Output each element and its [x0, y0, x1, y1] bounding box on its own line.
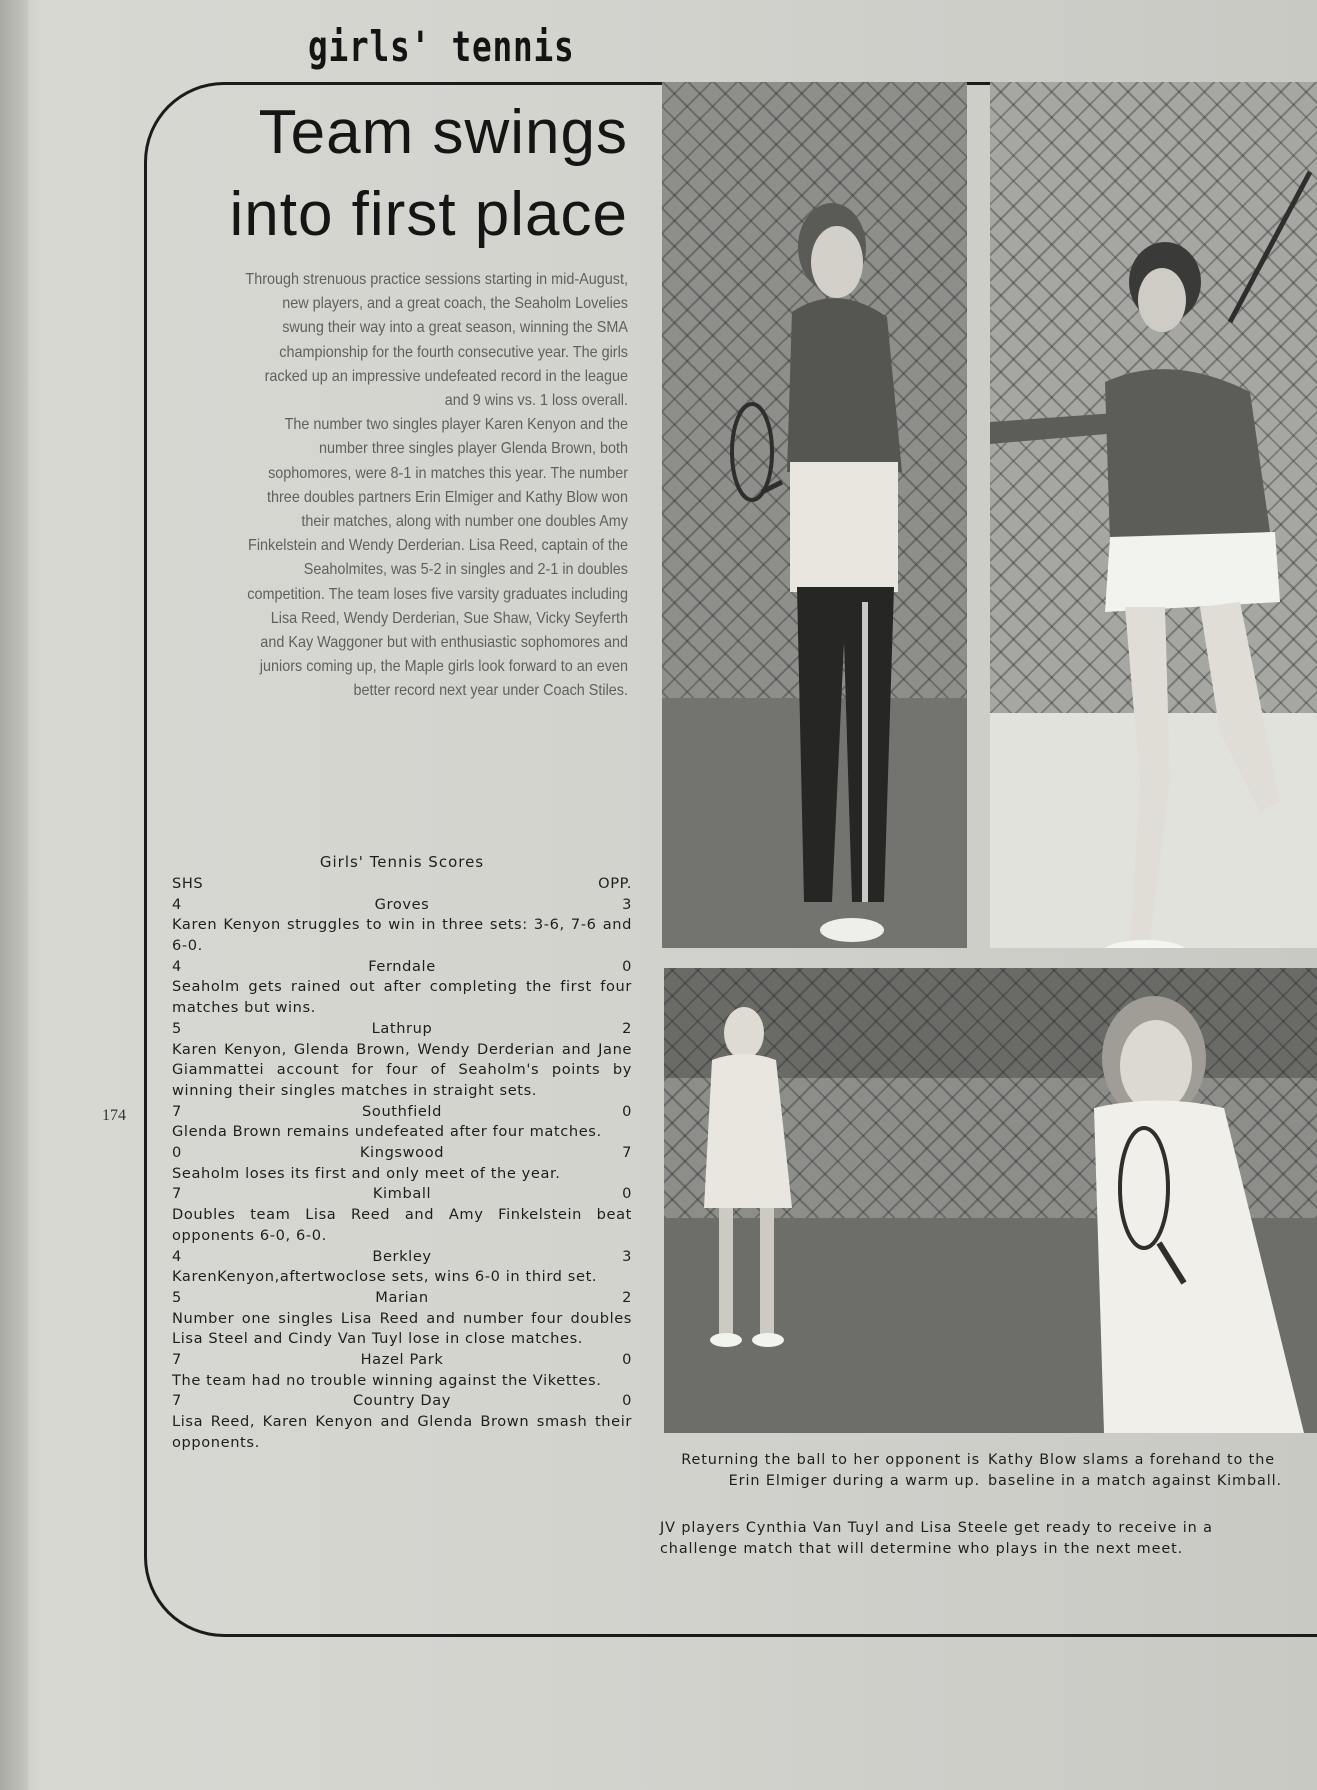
photo-jv-players	[664, 968, 1317, 1433]
section-title: girls' tennis	[308, 22, 575, 71]
player-figure-kathy	[990, 82, 1317, 948]
photo-kathy-blow	[990, 82, 1317, 948]
score-row	[172, 895, 632, 916]
scores-title: Girls' Tennis Scores	[319, 853, 485, 871]
player-figure-erin	[662, 82, 967, 948]
score-opp: 0	[622, 1185, 632, 1203]
headline-line-2: into first place	[229, 180, 628, 249]
score-row	[172, 957, 632, 978]
score-shs: 4	[172, 1247, 182, 1265]
score-shs: 7	[172, 1185, 182, 1203]
score-shs: 4	[172, 957, 182, 975]
page-number: 174	[102, 1107, 126, 1124]
score-opp: 0	[622, 1351, 632, 1369]
score-row	[172, 1102, 632, 1123]
score-shs: 7	[172, 1102, 182, 1120]
score-note: Karen Kenyon, Glenda Brown, Wendy Derderian and Jane Giammattei account for four of Seaholm's points by winning their singles matches in straight sets.	[172, 1040, 632, 1099]
score-shs: 0	[172, 1144, 182, 1162]
score-opponent: Ferndale	[368, 957, 436, 975]
score-opponent: Kingswood	[359, 1144, 445, 1162]
score-opponent: Berkley	[372, 1247, 432, 1265]
caption-jv: JV players Cynthia Van Tuyl and Lisa Steele get ready to receive in a challenge match that will determine who plays in the next meet.	[660, 1520, 1213, 1557]
score-opp: 0	[622, 957, 632, 975]
score-note: Doubles team Lisa Reed and Amy Finkelstein beat opponents 6-0, 6-0.	[172, 1206, 632, 1244]
headline	[170, 92, 628, 256]
player-figures-jv	[664, 968, 1317, 1433]
photo-erin-elmiger	[662, 82, 967, 948]
headline-line-1: Team swings	[258, 98, 628, 167]
score-note: The team had no trouble winning against the Vikettes.	[172, 1371, 602, 1389]
score-note: KarenKenyon,aftertwoclose sets, wins 6-0 in third set.	[172, 1268, 598, 1286]
score-row	[172, 1350, 632, 1371]
score-opp: 7	[622, 1144, 632, 1162]
score-opponent: Country Day	[352, 1392, 452, 1410]
score-note: Glenda Brown remains undefeated after four matches.	[172, 1123, 602, 1141]
scores-header-shs: SHS	[172, 875, 204, 892]
score-opponent: Lathrup	[371, 1019, 433, 1037]
score-note: Seaholm loses its first and only meet of the year.	[172, 1164, 561, 1182]
score-shs: 4	[172, 895, 182, 913]
score-row	[172, 1391, 632, 1412]
score-opponent: Kimball	[372, 1185, 432, 1203]
score-row	[172, 1288, 632, 1309]
score-row	[172, 1143, 632, 1164]
score-opponent: Groves	[374, 895, 430, 913]
score-shs: 7	[172, 1392, 182, 1410]
caption-kathy: Kathy Blow slams a forehand to the baseline in a match against Kimball.	[988, 1452, 1283, 1489]
score-row	[172, 1184, 632, 1205]
scores-header-opp: OPP.	[598, 875, 632, 892]
scores-header	[172, 874, 632, 895]
caption-erin: Returning the ball to her opponent is Erin Elmiger during a warm up.	[681, 1452, 980, 1489]
score-opp: 3	[622, 895, 632, 913]
page-spine-edge	[0, 0, 28, 1790]
score-opp: 2	[622, 1019, 632, 1037]
score-opp: 2	[622, 1288, 632, 1306]
intro-paragraph-2: The number two singles player Karen Kenyon and the number three singles player Glenda Brown, both sophomores, were 8-1 in matches this year. The number three doubles partners Erin Elmiger and Kathy Blow won their matches, along with number one doubles Amy Finkelstein and Wendy Derderian. Lisa Reed, captain of the Seaholmites, was 5-2 in singles and 2-1 in doubles competition. The team loses five varsity graduates including Lisa Reed, Wendy Derderian, Sue Shaw, Vicky Seyferth and Kay Waggoner but with enthusiastic sophomores and juniors coming up, the Maple girls look forward to an even better record next year under Coach Stiles.	[247, 416, 628, 700]
score-note: Lisa Reed, Karen Kenyon and Glenda Brown smash their opponents.	[172, 1413, 632, 1451]
score-opp: 3	[622, 1247, 632, 1265]
score-opp: 0	[622, 1102, 632, 1120]
scores-list	[172, 874, 632, 1454]
score-note: Karen Kenyon struggles to win in three sets: 3-6, 7-6 and 6-0.	[172, 916, 632, 955]
score-note: Seaholm gets rained out after completing the first four matches but wins.	[172, 978, 632, 1017]
score-shs: 5	[172, 1019, 182, 1037]
score-opp: 0	[622, 1392, 632, 1410]
score-shs: 5	[172, 1288, 182, 1306]
score-opponent: Southfield	[362, 1102, 442, 1120]
score-opponent: Hazel Park	[360, 1351, 444, 1369]
score-note: Number one singles Lisa Reed and number four doubles Lisa Steel and Cindy Van Tuyl lose in close matches.	[172, 1309, 632, 1348]
score-row	[172, 1019, 632, 1040]
intro-text	[243, 268, 628, 704]
score-shs: 7	[172, 1351, 182, 1369]
score-opponent: Marian	[375, 1288, 429, 1306]
score-row	[172, 1247, 632, 1268]
intro-paragraph-1: Through strenuous practice sessions starting in mid-August, new players, and a great coach, the Seaholm Lovelies swung their way into a great season, winning the SMA championship for the fourth consecutive year. The girls racked up an impressive undefeated record in the league and 9 wins vs. 1 loss overall.	[245, 271, 628, 410]
